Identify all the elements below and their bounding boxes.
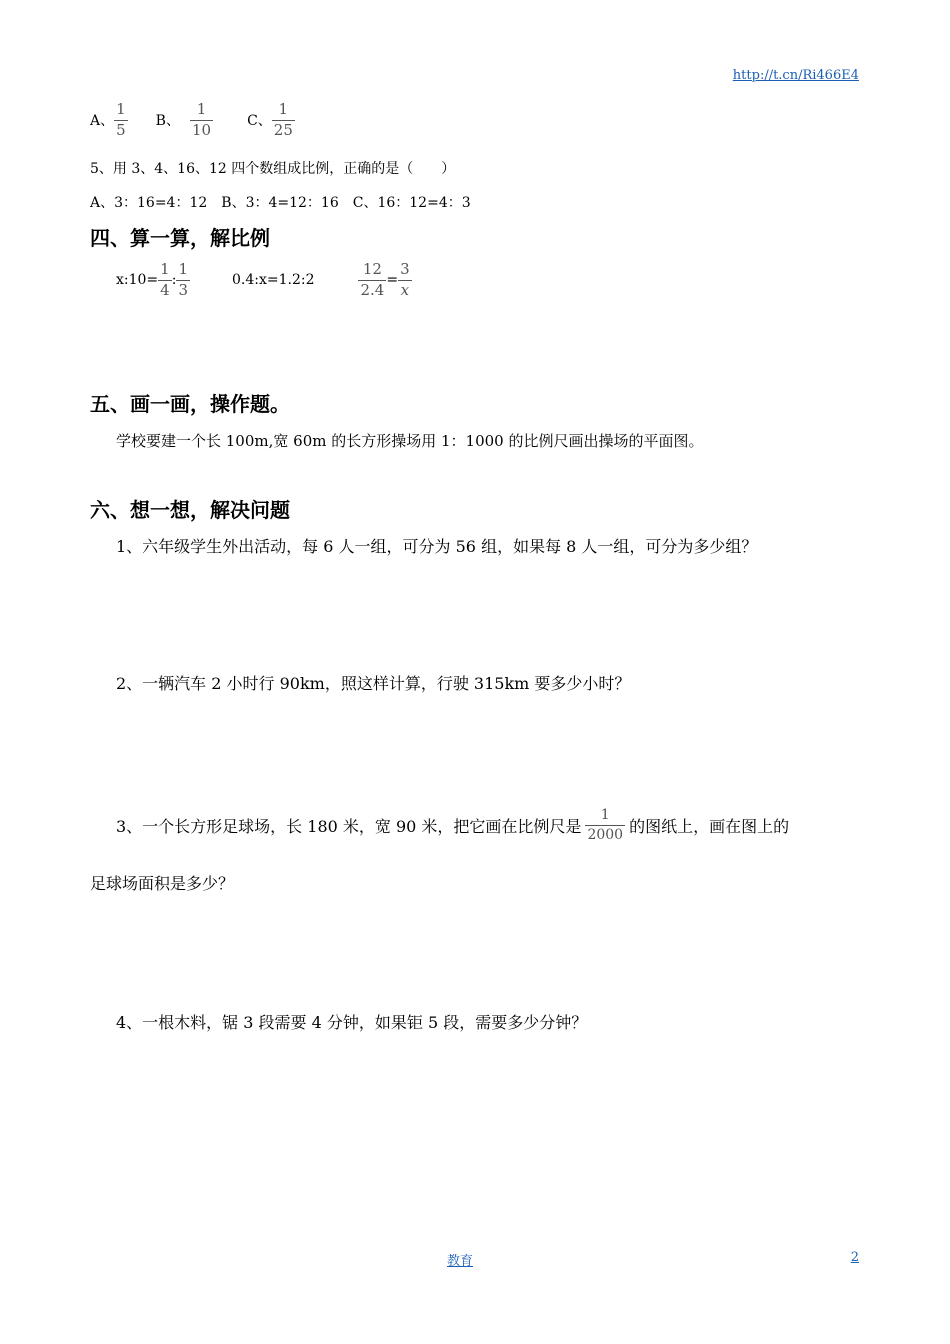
fraction-numerator: 12: [362, 260, 382, 278]
problem-3-scale-fraction: [585, 808, 625, 842]
fraction-bar: [585, 825, 625, 826]
eq3-fraction-1: [358, 262, 386, 299]
option-b-label: B、: [155, 113, 180, 130]
option-a-fraction: [114, 102, 128, 139]
option-c-label: C、: [247, 113, 272, 130]
fraction-denominator: 5: [116, 120, 126, 139]
fraction-denominator: 2000: [587, 826, 624, 843]
proportion-equations: [116, 262, 412, 299]
q5-question: 5、用 3、4、16、12 四个数组成比例，正确的是（ ）: [90, 161, 456, 177]
eq3-equals: =: [386, 272, 399, 289]
fraction-numerator: 1: [116, 100, 126, 118]
eq3-fraction-2: [398, 262, 412, 299]
q5-options: A、3：16=4：12 B、3：4=12：16 C、16：12=4：3: [90, 195, 471, 211]
fraction-numerator: 1: [178, 260, 188, 278]
fraction-numerator: 3: [400, 260, 410, 278]
option-a-label: A、: [90, 113, 115, 130]
fraction-denominator: 10: [191, 120, 212, 139]
option-c-fraction: [272, 102, 295, 139]
problem-4: 4、一根木料，锯 3 段需要 4 分钟，如果钜 5 段，需要多少分钟？: [116, 1013, 588, 1032]
section-5-text: 学校要建一个长 100m,宽 60m 的长方形操场用 1：1000 的比例尺画出操场的平面图。: [116, 432, 704, 450]
footer-link[interactable]: 教育: [447, 1254, 474, 1269]
eq2: 0.4:x=1.2:2: [231, 272, 315, 289]
fraction-numerator: 1: [160, 260, 170, 278]
option-b-fraction: [190, 102, 213, 139]
problem-3-after: 的图纸上，画在图上的: [629, 816, 790, 836]
fraction-denominator: 25: [273, 120, 293, 139]
problem-1: 1、六年级学生外出活动，每 6 人一组，可分为 56 组，如果每 8 人一组，可分为多少组？: [116, 537, 758, 556]
fraction-numerator: 1: [278, 100, 289, 118]
problem-2: 2、一辆汽车 2 小时行 90km，照这样计算，行驶 315km 要多少小时？: [116, 674, 631, 693]
section-6-title: 六、想一想，解决问题: [90, 498, 290, 522]
problem-3-line-1: [116, 808, 789, 842]
fraction-denominator: x: [400, 280, 410, 299]
section-5-title: 五、画一画，操作题。: [90, 392, 290, 416]
problem-3-line-2: 足球场面积是多少？: [90, 874, 235, 893]
fraction-denominator: 2.4: [360, 280, 385, 299]
section-4-title: 四、算一算，解比例: [90, 226, 270, 250]
eq1-fraction-2: [176, 262, 190, 299]
fraction-numerator: 1: [196, 100, 207, 118]
page-number[interactable]: 2: [850, 1250, 859, 1265]
header-url-link[interactable]: http://t.cn/Ri466E4: [732, 68, 859, 83]
fraction-numerator: 1: [600, 807, 610, 823]
eq1-prefix: x:10=: [116, 272, 159, 289]
problem-3-before: 3、一个长方形足球场，长 180 米，宽 90 米，把它画在比例尺是: [116, 816, 582, 836]
fraction-denominator: 3: [178, 280, 188, 299]
q4-options: [90, 102, 295, 139]
eq1-fraction-1: [158, 262, 172, 299]
eq1-colon: :: [171, 272, 177, 289]
fraction-denominator: 4: [160, 280, 170, 299]
